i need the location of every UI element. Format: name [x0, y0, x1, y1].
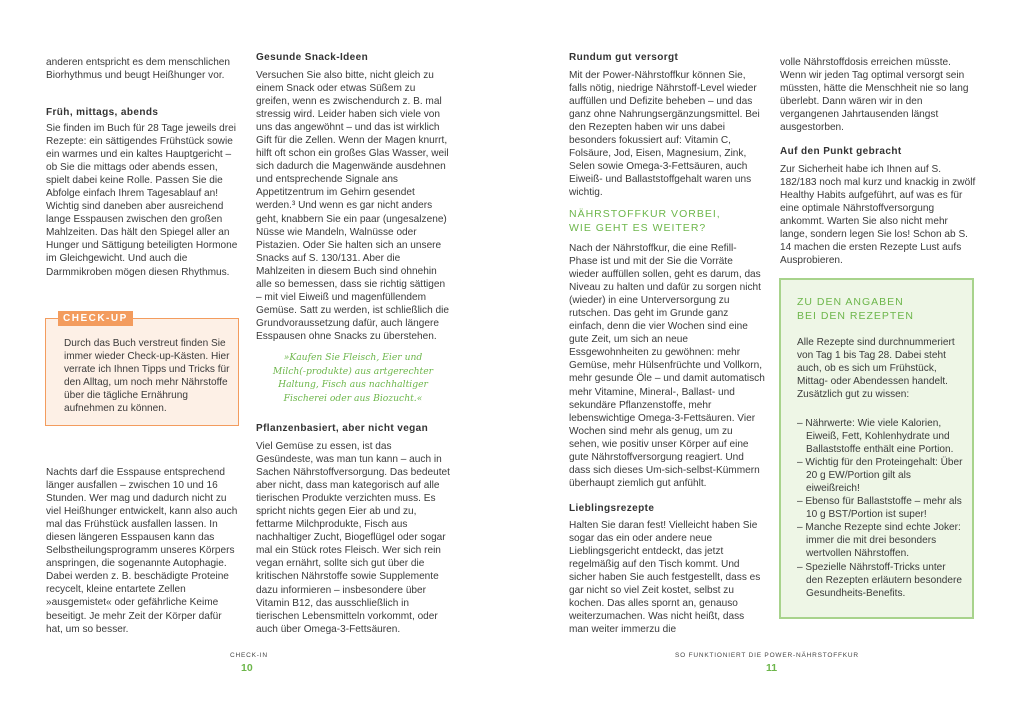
right-col2-heading: Auf den Punkt gebracht [780, 146, 902, 157]
left-col2-heading1: Gesunde Snack-Ideen [256, 52, 369, 63]
info-box-item: – Ebenso für Ballaststoffe – mehr als 10 g BST/Portion ist super! [797, 496, 962, 521]
footer-section-label: CHECK-IN [230, 652, 268, 659]
info-box-heading-line2: BEI DEN REZEPTEN [797, 310, 914, 322]
info-box-item: – Manche Rezepte sind echte Joker: immer die mit drei besonders wertvollen Nährstoffen. [797, 522, 961, 560]
section-heading-line2: WIE GEHT ES WEITER? [569, 222, 707, 234]
info-box-heading-line1: ZU DEN ANGABEN [797, 296, 904, 308]
right-col2-intro: volle Nährstoffdosis erreichen müsste. Wenn wir jeden Tag optimal versorgt sein müssten, hätte die Menschheit nie so lang überlebt. Dann wären wir in den vergangenen Jahrtausenden längst ausgestorben. [780, 57, 969, 134]
right-col1-body1: Mit der Power-Nährstoffkur können Sie, falls nötig, niedrige Nährstoff-Level wieder auffüllen und Defizite beheben – und das ganz ohne Nahrungsergänzungsmittel. Bei den Rezepten haben wir uns dabei besonders fokussiert auf: Vitamin C, Folsäure, Jod, Eisen, Magnesium, Zink, Selen sowie Omega-3-Fettsäuren, auch Eiweiß- und Ballaststoffgehalt waren uns wichtig. [569, 70, 760, 199]
info-box-list [797, 417, 965, 600]
section-heading-line1: NÄHRSTOFFKUR VORBEI, [569, 208, 721, 220]
right-col1-heading3: Lieblingsrezepte [569, 503, 655, 514]
left-col1-body: Sie finden im Buch für 28 Tage jeweils drei Rezepte: ein sättigendes Frühstück sowie ein warmes und ein kaltes Hauptgericht – ob Sie die mittags oder abends essen, spielt dabei keine Rolle. Passen Sie die Abfolge einfach Ihrem Tagesablauf an! Wichtig sind daneben aber ausreichend lange Esspausen zwischen den großen Mahlzeiten. Das hält den Spiegel aller an Hunger und Sättigung beteiligten Hormone im Gleichgewicht. Und auch die Darmmikroben mögen diesen Rhythmus. [46, 123, 238, 278]
right-col1-body2: Nach der Nährstoffkur, die eine Refill-Phase ist und mit der Sie die Vorräte wieder auffüllen sollen, geht es darum, das Niveau zu halten und dafür zu sorgen nicht (wieder) in eine Unterversorgung zu rutschen. Das geht im Grunde ganz einfach, denn die vier Wochen sind eine gute Zeit, um sich an neue Essgewohnheiten zu gewöhnen: mehr Gemüse, mehr Hülsenfrüchte und Vollkorn, mehr gesunde Öle – und damit automatisch mehr Vitamine, Mineral-, Ballast- und sekundäre Pflanzenstoffe, mehr lebenswichtige Omega-3-Fettsäuren. Vier Wochen sind mehr als genug, um zu sehen, wie positiv unser Körper auf eine gute Nährstoffversorgung reagiert. Und dass sich dieses Um-sich-selbst-Kümmern überhaupt ziemlich gut anfühlt. [569, 243, 765, 489]
left-col1-after-box: Nachts darf die Esspause entsprechend länger ausfallen – zwischen 10 und 16 Stunden. Wer mag und dadurch nicht zu viel Heißhunger entwickelt, kann also auch mal das Frühstück ausfallen lassen. In diesen längeren Esspausen kann das Selbstheilungsprogramm unseres Körpers anspringen, die sogenannte Autophagie. Dabei werden z. B. beschädigte Proteine recycelt, kleine entartete Zellen »ausgemistet« oder gefährliche Keime beseitigt. Je mehr Zeit der Körper dafür hat, um so besser. [46, 467, 238, 635]
left-col2-body1: Versuchen Sie also bitte, nicht gleich zu einem Snack oder etwas Süßem zu greifen, wenn es zwischendurch z. B. mal stressig wird. Leider haben sich viele von uns das angewöhnt – und das ist wirklich Gift für die Zellen. Wenn der Magen knurrt, hilft oft schon ein großes Glas Wasser, weil sich dadurch die Magenwände ausdehnen und entsprechende Signale ans Appetitzentrum im Gehirn gesendet werden.³ Und wenn es gar nicht anders geht, knabbern Sie ein paar (ungesalzene) Nüsse wie Mandeln, Walnüsse oder Pistazien. Oder Sie halten sich an unsere Snacks auf S. 130/131. Aber die Mahlzeiten in diesem Buch sind ohnehin alle so bemessen, dass sie richtig sättigen – mit viel Eiweiß und magenfüllendem Gemüse. Satt zu werden, ist schließlich die Grundvoraussetzung dafür, auch längere Esspausen ohne Snacks zu überstehen. [256, 70, 449, 342]
right-col2-body: Zur Sicherheit habe ich Ihnen auf S. 182/183 noch mal kurz und knackig in zwölf Healthy Habits aufgeführt, auf was es für eine optimale Nährstoffversorgung ankommt. Warten Sie also nicht mehr lange, sondern legen Sie los! Schon ab S. 14 machen die ersten Rezepte Lust aufs Ausprobieren. [780, 164, 976, 267]
info-box-item: – Nährwerte: Wie viele Kalorien, Eiweiß, Fett, Kohlenhydrate und Ballaststoffe enthält eine Portion. [797, 418, 954, 456]
left-col1-intro: anderen entspricht es dem menschlichen Biorhythmus und beugt Heißhunger vor. [46, 57, 231, 82]
info-box-item: – Spezielle Nährstoff-Tricks unter den Rezepten erläutern besondere Gesundheits-Benefits. [797, 561, 963, 599]
info-box-item: – Wichtig für den Proteingehalt: Über 20 g EW/Portion gilt als eiweißreich! [797, 457, 963, 495]
footer-section-label-right: SO FUNKTIONIERT DIE POWER-NÄHRSTOFFKUR [675, 652, 859, 659]
left-col1-heading: Früh, mittags, abends [46, 107, 159, 118]
checkup-label: CHECK-UP [58, 311, 133, 326]
checkup-text: Durch das Buch verstreut finden Sie immer wieder Check-up-Kästen. Hier verrate ich Ihnen Tipps und Tricks für den Alltag, um noch mehr Nährstoffe über die tägliche Ernährung aufnehmen zu können. [64, 338, 230, 415]
page-number: 10 [241, 662, 253, 674]
page-number-right: 11 [766, 662, 778, 674]
info-box-intro: Alle Rezepte sind durchnummeriert von Tag 1 bis Tag 28. Dabei steht auch, ob es sich um Frühstück, Mittag- oder Abendessen handelt. Zusätzlich gut zu wissen: [797, 337, 955, 401]
right-col1-heading1: Rundum gut versorgt [569, 52, 679, 63]
pull-quote: »Kaufen Sie Fleisch, Eier und Milch(-produkte) aus artgerechter Haltung, Fisch aus nachhaltiger Fischerei oder aus Biozucht.« [272, 352, 434, 404]
left-col2-body2: Viel Gemüse zu essen, ist das Gesündeste, was man tun kann – auch in Sachen Nährstoffversorgung. Das bedeutet aber nicht, dass man kategorisch auf alle tierischen Produkte verzichten muss. Es spricht nichts gegen Eier ab und zu, fettarme Milchprodukte, Fisch aus nachhaltiger Zucht, Biogeflügel oder sogar mal ein Stück rotes Fleisch. Wer sich rein vegan ernährt, sollte sich gut über die kritischen Nährstoffe sowie Supplemente dazu informieren – insbesondere über Vitamin B12, das ausschließlich in tierischen Lebensmitteln vorkommt, oder auch über Omega-3-Fettsäuren. [256, 441, 450, 635]
left-col2-heading2: Pflanzenbasiert, aber nicht vegan [256, 423, 429, 434]
right-col1-body3: Halten Sie daran fest! Vielleicht haben Sie sogar das ein oder andere neue Lieblingsgericht entdeckt, das jetzt regelmäßig auf den Tisch kommt. Und sicher haben Sie auch festgestellt, dass es gar nicht so viel Zeit kostet, selbst zu kochen. Das alles spornt an, genauso weiterzumachen. Was nicht heißt, dass man weiter immerzu die [569, 520, 761, 636]
